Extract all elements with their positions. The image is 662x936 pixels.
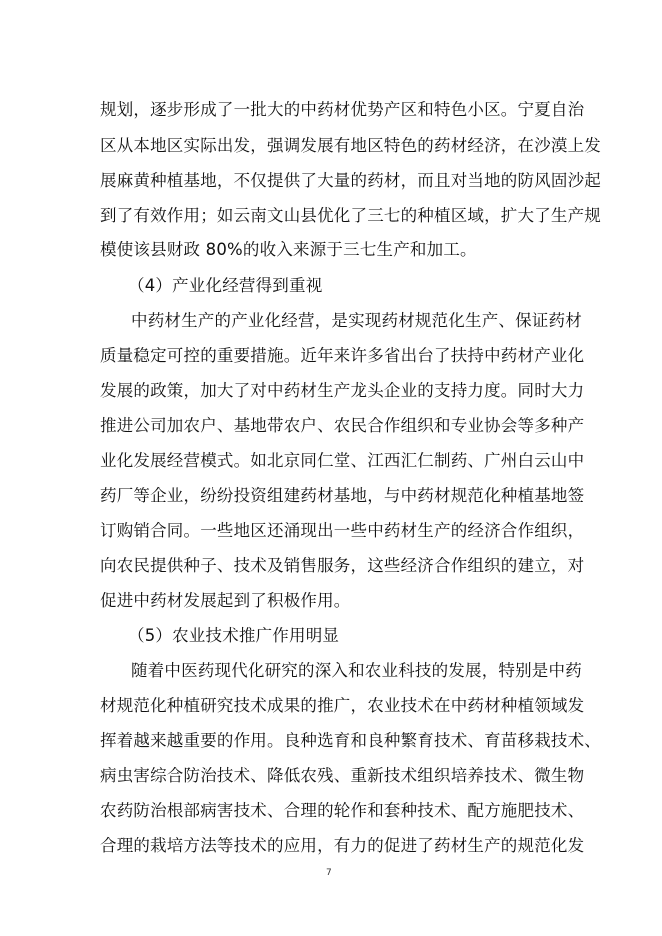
text-line: 病虫害综合防治技术、降低农残、重新技术组织培养技术、微生物 — [100, 766, 585, 785]
text-line: 合理的栽培方法等技术的应用，有力的促进了药材生产的规范化发 — [100, 836, 585, 855]
section-heading: （4）产业化经营得到重视 — [128, 276, 323, 295]
text-line: 模使该县财政 80%的收入来源于三七生产和加工。 — [100, 240, 477, 259]
text-line: 发展的政策，加大了对中药材生产龙头企业的支持力度。同时大力 — [100, 381, 585, 400]
page-number: 7 — [326, 868, 332, 878]
text-line: 随着中医药现代化研究的深入和农业科技的发展，特别是中药 — [131, 661, 582, 680]
text-line: 农药防治根部病害技术、合理的轮作和套种技术、配方施肥技术、 — [100, 801, 585, 820]
text-line: 挥着越来越重要的作用。良种选育和良种繁育技术、育苗移栽技术、 — [100, 731, 601, 750]
text-line: 中药材生产的产业化经营，是实现药材规范化生产、保证药材 — [131, 311, 582, 330]
section-heading: （5）农业技术推广作用明显 — [128, 626, 340, 645]
text-line: 区从本地区实际出发，强调发展有地区特色的药材经济，在沙漠上发 — [100, 136, 601, 155]
text-line: 规划，逐步形成了一批大的中药材优势产区和特色小区。宁夏自治 — [100, 100, 585, 119]
text-line: 订购销合同。一些地区还涌现出一些中药材生产的经济合作组织， — [100, 521, 585, 540]
text-line: 到了有效作用；如云南文山县优化了三七的种植区域，扩大了生产规 — [100, 206, 601, 225]
text-line: 质量稳定可控的重要措施。近年来许多省出台了扶持中药材产业化 — [100, 346, 585, 365]
text-line: 促进中药材发展起到了积极作用。 — [100, 591, 351, 610]
text-line: 业化发展经营模式。如北京同仁堂、江西汇仁制药、广州白云山中 — [100, 451, 585, 470]
text-line: 向农民提供种子、技术及销售服务，这些经济合作组织的建立，对 — [100, 556, 585, 575]
text-line: 药厂等企业，纷纷投资组建药材基地，与中药材规范化种植基地签 — [100, 486, 585, 505]
text-line: 展麻黄种植基地，不仅提供了大量的药材，而且对当地的防风固沙起 — [100, 171, 601, 190]
text-line: 材规范化种植研究技术成果的推广，农业技术在中药材种植领域发 — [100, 696, 585, 715]
text-line: 推进公司加农户、基地带农户、农民合作组织和专业协会等多种产 — [100, 416, 585, 435]
